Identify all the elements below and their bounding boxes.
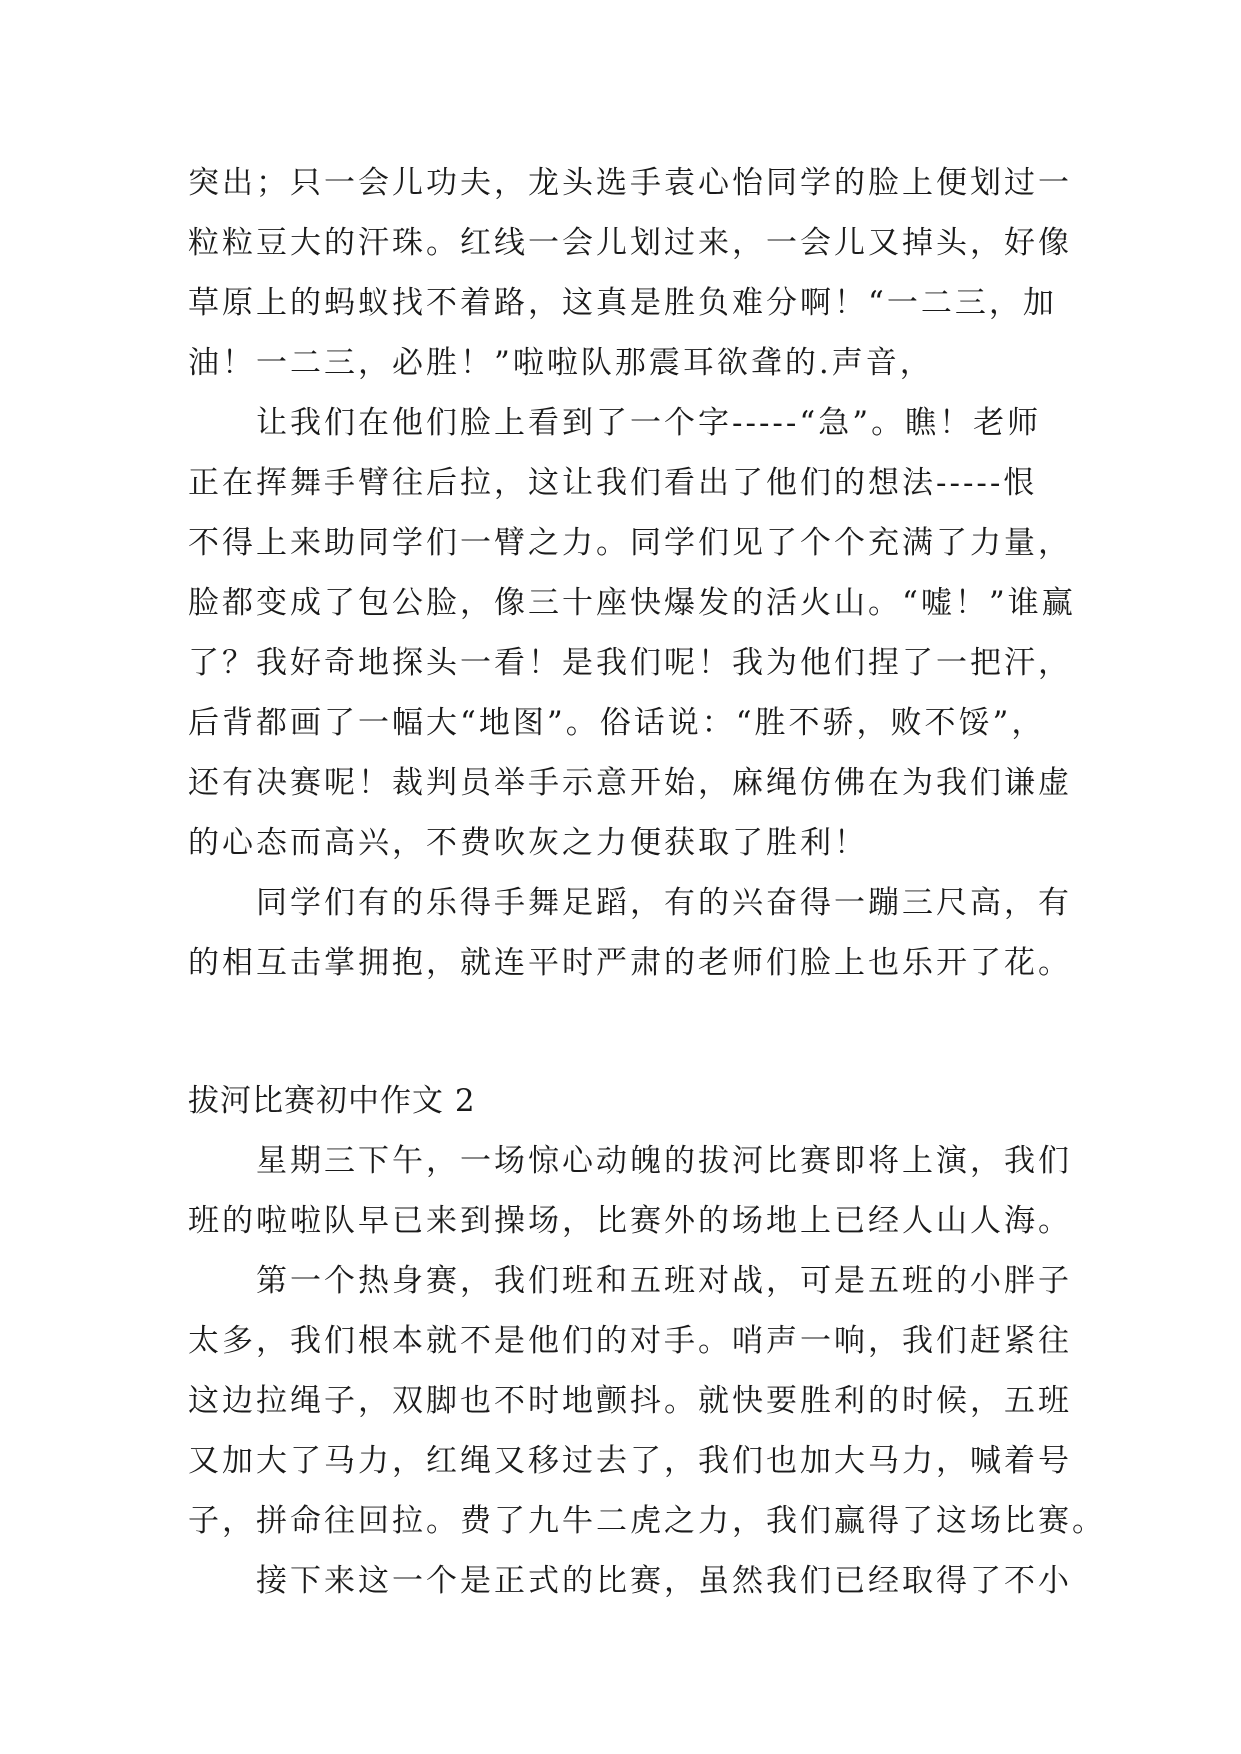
paragraph-line: 的心态而高兴，不费吹灰之力便获取了胜利！: [188, 825, 868, 861]
essay-heading: 拔河比赛初中作文 2: [188, 1083, 476, 1119]
paragraph-line: 子，拼命往回拉。费了九牛二虎之力，我们赢得了这场比赛。: [188, 1503, 1106, 1539]
paragraph-line: 班的啦啦队早已来到操场，比赛外的场地上已经人山人海。: [188, 1203, 1072, 1239]
paragraph-line: 这边拉绳子，双脚也不时地颤抖。就快要胜利的时候，五班: [188, 1383, 1072, 1419]
paragraph-line: 粒粒豆大的汗珠。红线一会儿划过来，一会儿又掉头，好像: [188, 225, 1072, 261]
paragraph-line: 脸都变成了包公脸，像三十座快爆发的活火山。“嘘！”谁赢: [188, 585, 1076, 621]
paragraph-line: 后背都画了一幅大“地图”。俗话说：“胜不骄，败不馁”，: [188, 705, 1046, 741]
paragraph-line: 又加大了马力，红绳又移过去了，我们也加大马力，喊着号: [188, 1443, 1072, 1479]
paragraph-line: 正在挥舞手臂往后拉，这让我们看出了他们的想法-----恨: [188, 465, 1038, 501]
paragraph-line: 油！一二三，必胜！”啦啦队那震耳欲聋的.声音，: [188, 345, 934, 381]
paragraph-line: 草原上的蚂蚁找不着路，这真是胜负难分啊！“一二三，加: [188, 285, 1057, 321]
paragraph-line: 第一个热身赛，我们班和五班对战，可是五班的小胖子: [256, 1263, 1072, 1299]
section-gap: [188, 993, 1068, 1071]
paragraph-line: 还有决赛呢！裁判员举手示意开始，麻绳仿佛在为我们谦虚: [188, 765, 1072, 801]
paragraph-line: 了？我好奇地探头一看！是我们呢！我为他们捏了一把汗，: [188, 645, 1072, 681]
paragraph-line: 太多，我们根本就不是他们的对手。哨声一响，我们赶紧往: [188, 1323, 1072, 1359]
paragraph-line: 接下来这一个是正式的比赛，虽然我们已经取得了不小: [256, 1563, 1072, 1599]
paragraph-line: 同学们有的乐得手舞足蹈，有的兴奋得一蹦三尺高，有: [256, 885, 1072, 921]
paragraph-line: 让我们在他们脸上看到了一个字-----“急”。瞧！老师: [256, 405, 1042, 441]
paragraph-line: 的相互击掌拥抱，就连平时严肃的老师们脸上也乐开了花。: [188, 945, 1072, 981]
paragraph-line: 突出；只一会儿功夫，龙头选手袁心怡同学的脸上便划过一: [188, 165, 1072, 201]
paragraph-line: 星期三下午，一场惊心动魄的拔河比赛即将上演，我们: [256, 1143, 1072, 1179]
paragraph-line: 不得上来助同学们一臂之力。同学们见了个个充满了力量，: [188, 525, 1072, 561]
essay-body: [188, 153, 1106, 1611]
